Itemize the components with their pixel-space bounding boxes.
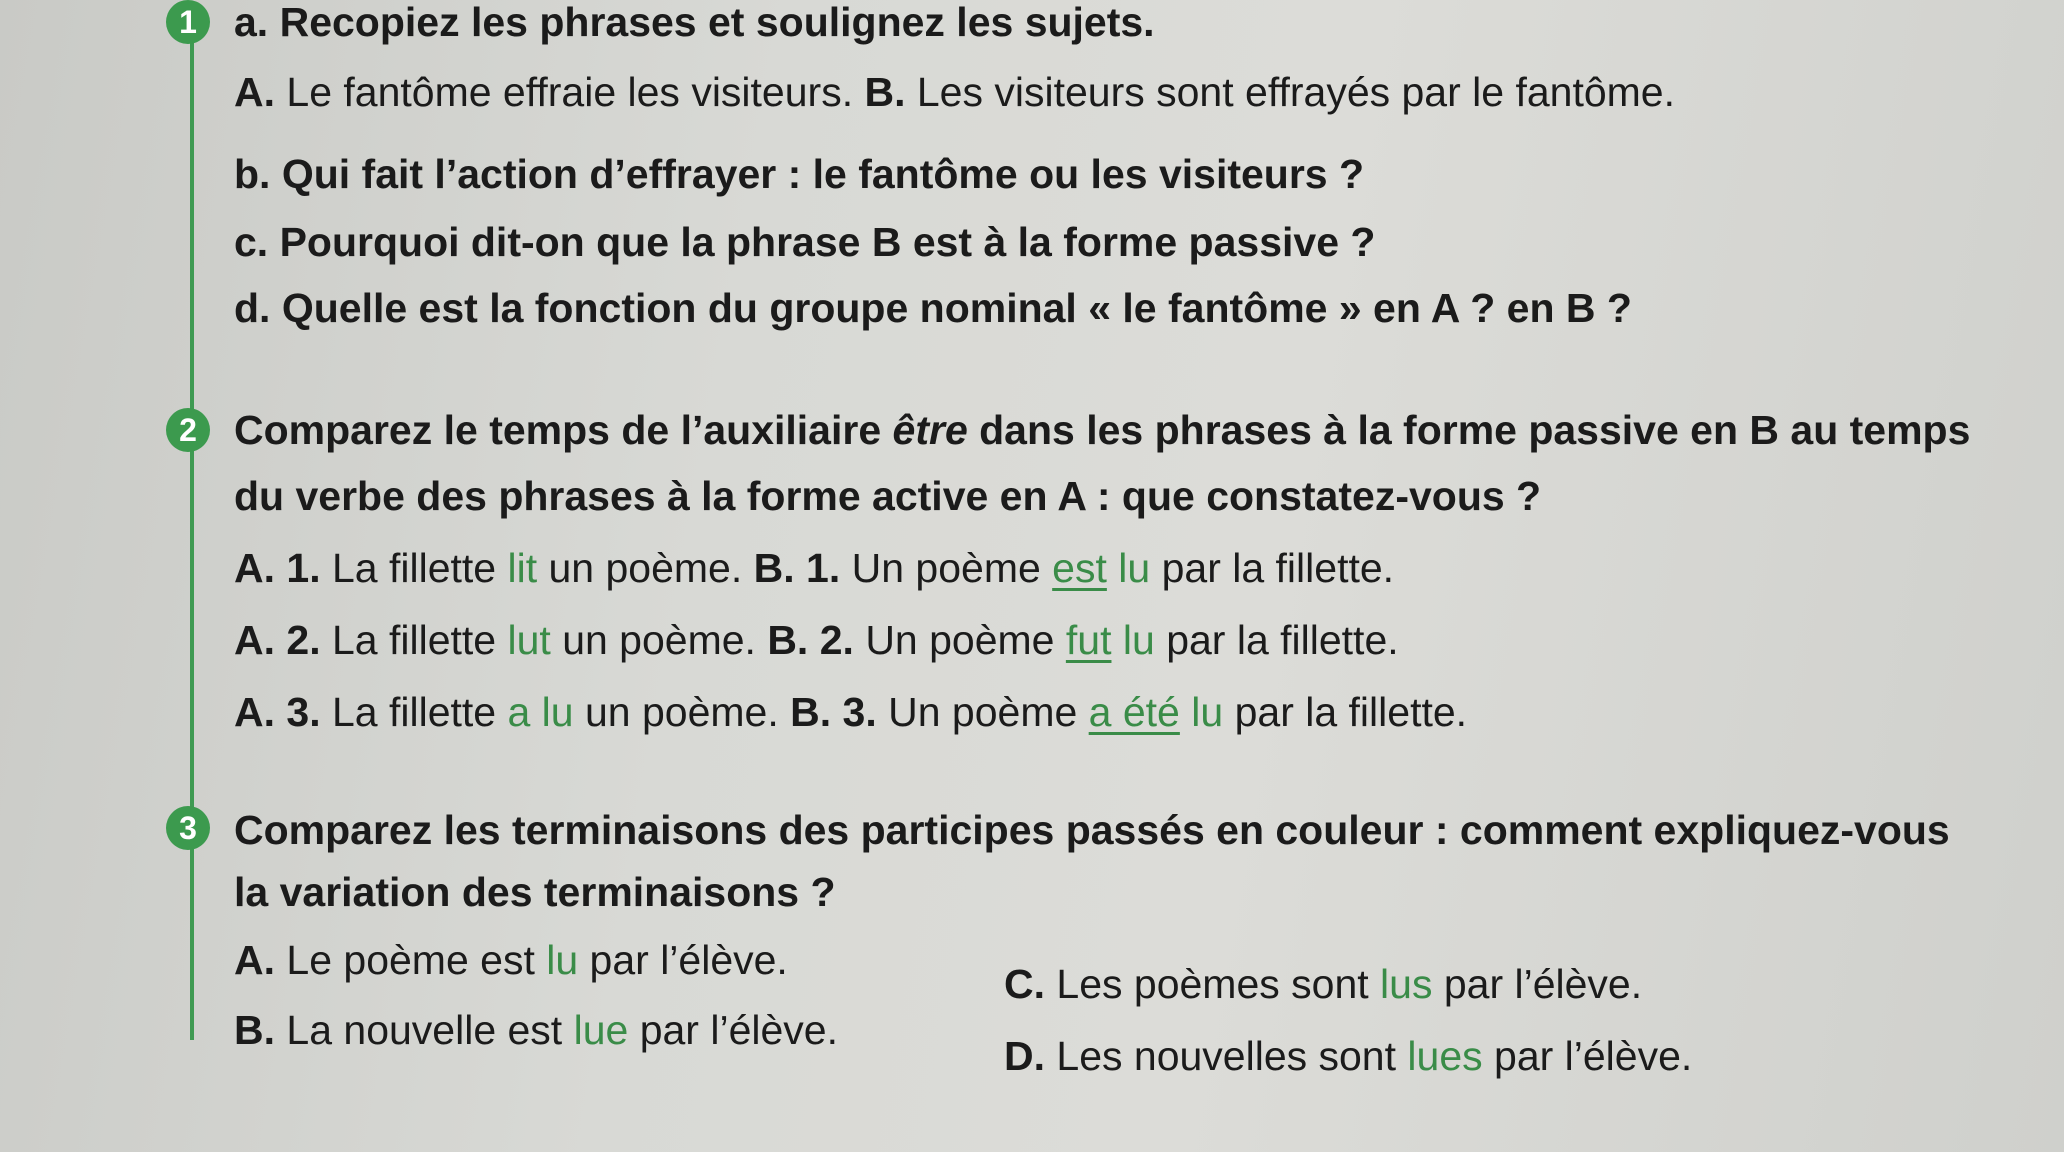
row-b-aux: a été xyxy=(1088,689,1180,735)
row-a-label: A. 1. xyxy=(234,545,321,591)
row-b-space xyxy=(1107,545,1118,591)
exercise-1-question-a: a. Recopiez les phrases et soulignez les sujets. xyxy=(234,0,1155,45)
row-b-post: par la fillette. xyxy=(1150,545,1395,591)
exercise-3-item-c xyxy=(1004,958,1642,1010)
row-b-space xyxy=(1180,689,1191,735)
row-a-verb: lut xyxy=(507,617,551,663)
row-b-participle: lu xyxy=(1191,689,1224,735)
item-post: par l’élève. xyxy=(578,937,788,983)
row-a-pre: La fillette xyxy=(320,689,508,735)
row-a-verb: a lu xyxy=(507,689,574,735)
row-b-pre: Un poème xyxy=(853,617,1066,663)
exercise-3-badge: 3 xyxy=(166,806,210,850)
row-a-pre: La fillette xyxy=(320,545,508,591)
row-b-participle: lu xyxy=(1118,545,1151,591)
item-post: par l’élève. xyxy=(1482,1033,1693,1079)
q1-italic-etre: être xyxy=(892,407,968,453)
exercise-3-question-line-2: la variation des terminaisons ? xyxy=(234,869,836,915)
exercise-3-item-b xyxy=(234,1004,838,1056)
exercise-3-item-d xyxy=(1004,1030,1692,1082)
row-b-label: B. 3. xyxy=(790,689,877,735)
row-a-label: A. 2. xyxy=(234,617,321,663)
exercise-margin-rule xyxy=(190,30,194,1040)
item-pre: Le poème est xyxy=(275,937,547,983)
exercise-1-question-d: d. Quelle est la fonction du groupe nominal « le fantôme » en A ? en B ? xyxy=(234,285,1632,331)
item-label: B. xyxy=(234,1007,275,1053)
item-participle: lus xyxy=(1380,961,1433,1007)
item-participle: lue xyxy=(573,1007,629,1053)
exercise-2-row-1 xyxy=(234,542,1394,594)
sentence-a-label: A. xyxy=(234,69,275,115)
exercise-1-question-c: c. Pourquoi dit-on que la phrase B est à la forme passive ? xyxy=(234,219,1376,265)
row-b-space xyxy=(1111,617,1122,663)
row-b-pre: Un poème xyxy=(876,689,1089,735)
exercise-2-question-line-2: du verbe des phrases à la forme active en A : que constatez-vous ? xyxy=(234,473,1542,519)
exercise-1-question-b: b. Qui fait l’action d’effrayer : le fantôme ou les visiteurs ? xyxy=(234,151,1365,197)
exercise-1-badge: 1 xyxy=(166,0,210,44)
sentence-b-text: Les visiteurs sont effrayés par le fantôme. xyxy=(905,69,1675,115)
row-a-post: un poème. xyxy=(573,689,791,735)
item-post: par l’élève. xyxy=(1432,961,1643,1007)
item-participle: lues xyxy=(1407,1033,1483,1079)
exercise-3-item-a xyxy=(234,934,788,986)
item-pre: Les poèmes sont xyxy=(1045,961,1381,1007)
row-b-pre: Un poème xyxy=(840,545,1053,591)
q1-after: dans les phrases à la forme passive en B au temps xyxy=(967,407,1971,453)
item-pre: Les nouvelles sont xyxy=(1045,1033,1408,1079)
exercise-3-question-line-1: Comparez les terminaisons des participes passés en couleur : comment expliquez-vous xyxy=(234,807,1950,853)
exercise-2-question-line-1 xyxy=(234,404,1970,456)
row-b-participle: lu xyxy=(1122,617,1155,663)
sentence-a-text: Le fantôme effraie les visiteurs. xyxy=(275,69,865,115)
item-label: D. xyxy=(1004,1033,1045,1079)
exercise-2-row-2 xyxy=(234,614,1399,666)
exercise-1-sentences xyxy=(234,66,1675,118)
row-b-post: par la fillette. xyxy=(1223,689,1468,735)
item-post: par l’élève. xyxy=(628,1007,838,1053)
row-a-post: un poème. xyxy=(550,617,768,663)
row-b-aux: est xyxy=(1052,545,1107,591)
row-b-post: par la fillette. xyxy=(1154,617,1399,663)
row-a-post: un poème. xyxy=(537,545,754,591)
item-participle: lu xyxy=(546,937,579,983)
sentence-b-label: B. xyxy=(864,69,906,115)
item-label: C. xyxy=(1004,961,1045,1007)
row-b-label: B. 2. xyxy=(767,617,854,663)
row-a-verb: lit xyxy=(507,545,538,591)
row-a-pre: La fillette xyxy=(320,617,508,663)
exercise-2-row-3 xyxy=(234,686,1467,738)
item-label: A. xyxy=(234,937,275,983)
row-b-aux: fut xyxy=(1065,617,1112,663)
row-b-label: B. 1. xyxy=(753,545,841,591)
exercise-2-badge: 2 xyxy=(166,408,210,452)
q1-before: Comparez le temps de l’auxiliaire xyxy=(234,407,893,453)
row-a-label: A. 3. xyxy=(234,689,321,735)
item-pre: La nouvelle est xyxy=(275,1007,574,1053)
